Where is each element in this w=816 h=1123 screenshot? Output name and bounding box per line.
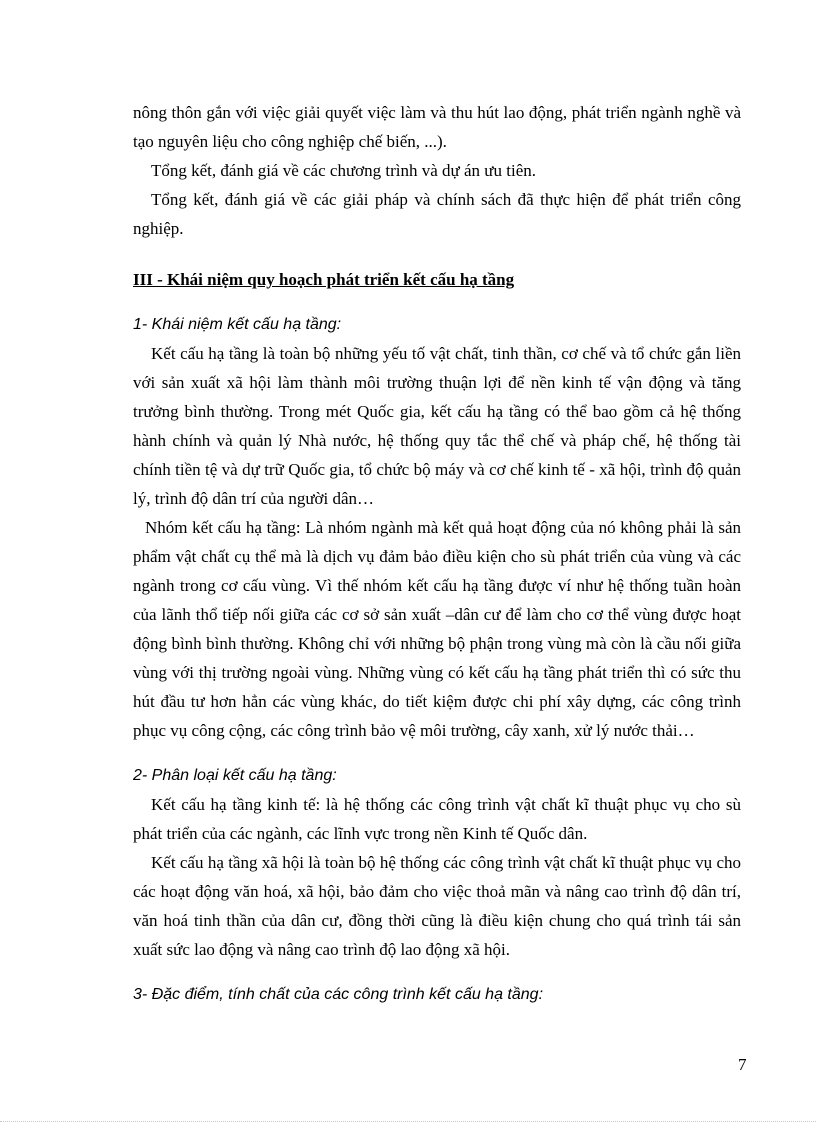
paragraph-programs-summary: Tổng kết, đánh giá về các chương trình và dự án ưu tiên. [151,161,537,180]
page-bottom-divider [0,1121,816,1122]
subheading-characteristics: 3- Đặc điểm, tính chất của các công trình kết cấu hạ tầng: [133,986,544,1003]
paragraph-infrastructure-group: Nhóm kết cấu hạ tầng: Là nhóm ngành mà kết quả hoạt động của nó không phải là sản phẩm vật chất cụ thể mà là dịch vụ đảm bảo điều kiện cho sù phát triển của vùng và các ngành trong cơ cấu vùng. Vì thế nhóm kết cấu hạ tầng được ví như hệ thống tuần hoàn của lãnh thổ tiếp nối giữa các cơ sở sản xuất –dân cư để làm cho cơ thể vùng được hoạt động bình bình thường. Không chỉ với những bộ phận trong vùng mà còn là cầu nối giữa vùng với thị trường ngoài vùng. Những vùng có kết cấu hạ tầng phát triển thì có sức thu hút đầu tư hơn hẳn các vùng khác, do tiết kiệm được chi phí xây dựng, các công trình phục vụ công cộng, các công trình bảo vệ môi trường, cây xanh, xử lý nước thải… [133,518,741,740]
subheading-concept: 1- Khái niệm kết cấu hạ tầng: [133,316,342,333]
paragraph-social-infrastructure: Kết cấu hạ tầng xã hội là toàn bộ hệ thống các công trình vật chất kĩ thuật phục vụ cho các hoạt động văn hoá, xã hội, bảo đảm cho việc thoả mãn và nâng cao trình độ dân trí, văn hoá tinh thần của dân cư, đồng thời cũng là điều kiện chung cho quá trình tái sản xuất sức lao động và nâng cao trình độ lao động xã hội. [133,853,741,959]
subheading-classification: 2- Phân loại kết cấu hạ tầng: [133,767,337,784]
paragraph-policies-summary: Tổng kết, đánh giá về các giải pháp và chính sách đã thực hiện để phát triển công nghiệp. [133,190,741,238]
page-number: 7 [738,1055,747,1074]
paragraph-economic-infrastructure: Kết cấu hạ tầng kinh tế: là hệ thống các công trình vật chất kĩ thuật phục vụ cho sù phát triển của các ngành, các lĩnh vực trong nền Kinh tế Quốc dân. [133,795,741,843]
section-heading-iii: III - Khái niệm quy hoạch phát triển kết cấu hạ tầng [133,270,515,289]
page-content [133,98,741,1009]
paragraph-continuation: nông thôn gắn với việc giải quyết việc làm và thu hút lao động, phát triển ngành nghề và tạo nguyên liệu cho công nghiệp chế biến, ...). [133,103,741,151]
paragraph-infrastructure-definition: Kết cấu hạ tầng là toàn bộ những yếu tố vật chất, tinh thần, cơ chế và tổ chức gắn liền với sản xuất xã hội làm thành môi trường thuận lợi để nền kinh tế vận động và tăng trưởng bình thường. Trong mét Quốc gia, kết cấu hạ tầng có thể bao gồm cả hệ thống hành chính và quản lý Nhà nước, hệ thống quy tắc thể chế và pháp chế, hệ thống tài chính tiền tệ và dự trữ Quốc gia, tổ chức bộ máy và cơ chế kinh tế - xã hội, trình độ quản lý, trình độ dân trí của người dân… [133,344,741,508]
